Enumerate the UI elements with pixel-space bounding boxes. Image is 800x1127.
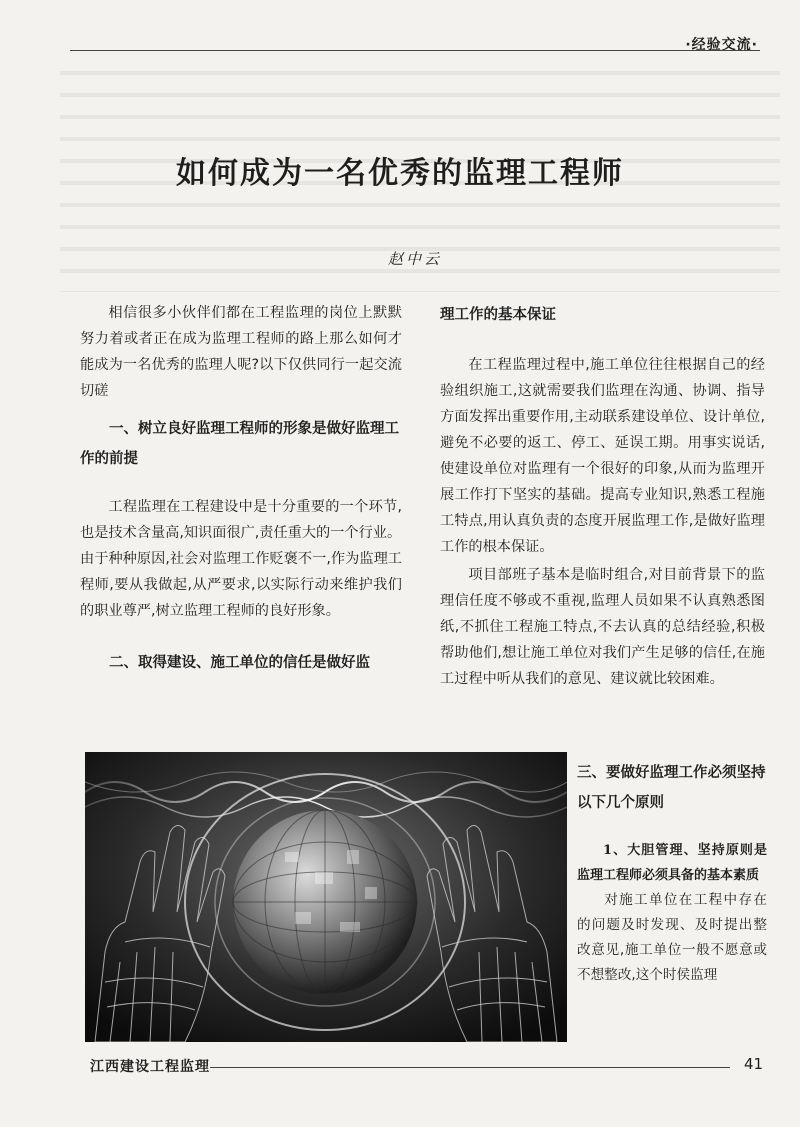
article-title: 如何成为一名优秀的监理工程师 xyxy=(176,156,624,191)
header-rule xyxy=(70,50,760,51)
section-heading-1: 一、树立良好监理工程师的形象是做好监理工作的前提 xyxy=(80,421,399,467)
principle-1-paragraph: 对施工单位在工程中存在的问题及时发现、及时提出整改意见,施工单位一般不愿意或不想整改,这个时侯监理 xyxy=(577,892,767,983)
globe-hands-svg xyxy=(85,752,567,1042)
section-1-paragraph-1: 工程监理在工程建设中是十分重要的一个环节,也是技术含量高,知识面很广,责任重大的一个行业。 xyxy=(80,499,402,541)
footer-rule xyxy=(210,1067,730,1068)
section-heading-2: 二、取得建设、施工单位的信任是做好监 xyxy=(109,655,370,671)
side-column xyxy=(577,758,767,988)
section-1-paragraph-2: 由于种种原因,社会对监理工作贬褒不一,作为监理工程师,要从我做起,从严要求,以实际行动来维护我们的职业尊严,树立监理工程师的良好形象。 xyxy=(80,551,402,619)
principle-1-subheading: 1、大胆管理、坚持原则是监理工程师必须具备的基本素质 xyxy=(577,843,767,883)
section-heading-2-continued: 理工作的基本保证 xyxy=(440,307,556,323)
left-column xyxy=(80,300,402,678)
journal-name: 江西建设工程监理 xyxy=(90,1059,210,1075)
globe-hands-illustration xyxy=(85,752,567,1042)
intro-paragraph: 相信很多小伙伴们都在工程监理的岗位上默默努力着或者正在成为监理工程师的路上那么如何才能成为一名优秀的监理人呢?以下仅供同行一起交流切磋 xyxy=(80,305,402,399)
article-author: 赵中云 xyxy=(388,250,443,268)
section-heading-3: 三、要做好监理工作必须坚持以下几个原则 xyxy=(577,765,766,811)
section-2-paragraph-2: 项目部班子基本是临时组合,对目前背景下的监理信任度不够或不重视,监理人员如果不认真熟悉图纸,不抓住工程施工特点,不去认真的总结经验,积极帮助他们,想让施工单位对我们产生足够的信任,在施工过程中听从我们的意见、建议就比较困难。 xyxy=(440,567,765,687)
section-tag: ·经验交流· xyxy=(685,37,758,53)
page-number: 41 xyxy=(744,1055,764,1073)
right-column xyxy=(440,300,765,692)
section-2-paragraph-1: 在工程监理过程中,施工单位往往根据自己的经验组织施工,这就需要我们监理在沟通、协调、指导方面发挥出重要作用,主动联系建设单位、设计单位,避免不必要的返工、停工、延误工期。用事实说话,使建设单位对监理有一个很好的印象,从而为监理开展工作打下坚实的基础。提高专业知识,熟悉工程施工特点,用认真负责的态度开展监理工作,是做好监理工作的根本保证。 xyxy=(440,357,765,555)
